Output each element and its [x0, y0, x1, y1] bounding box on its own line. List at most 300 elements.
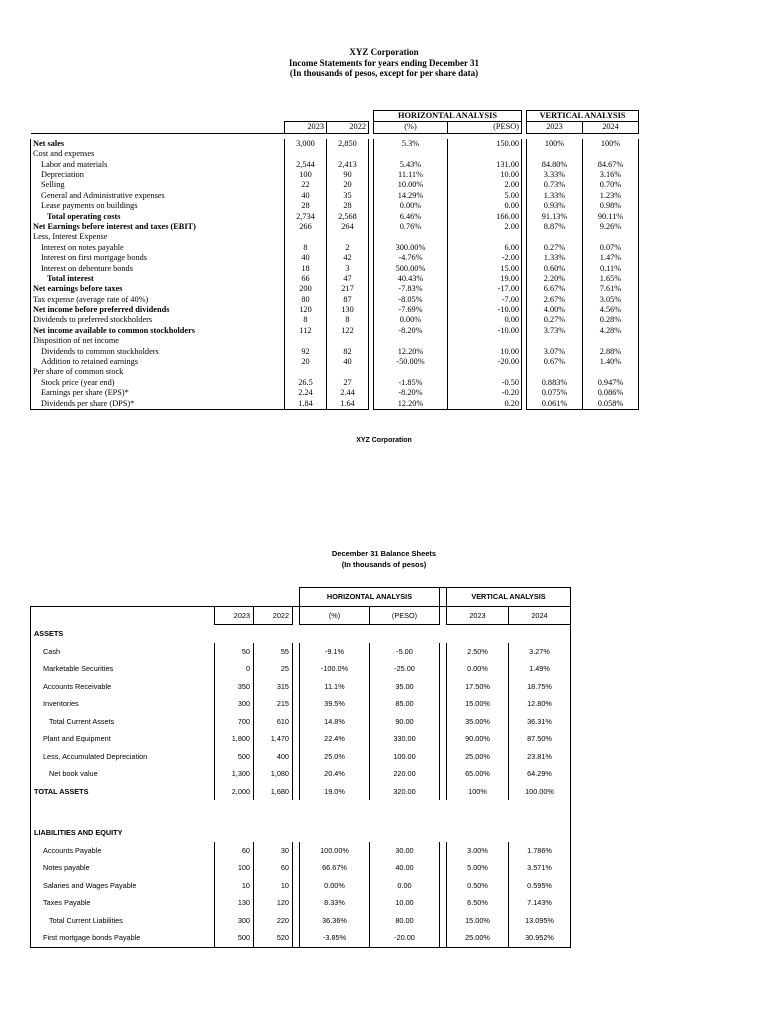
is-row-total-operating-costs — [31, 212, 639, 222]
is-value-2022 — [327, 232, 369, 242]
bs-horizontal-pct — [300, 625, 370, 643]
is-row-tax-expense-average-rate-of-40 — [31, 295, 639, 305]
is-horizontal-peso — [448, 367, 522, 377]
bs-row-net-book-value — [31, 765, 571, 783]
bs-value-2022: 220 — [254, 912, 293, 930]
is-horizontal-peso: 10.00 — [448, 170, 522, 180]
bs-row-blank-10 — [31, 800, 571, 824]
is-row-label: Labor and materials — [31, 160, 285, 170]
is-vertical-2024 — [583, 336, 639, 346]
is-row-dividends-per-share-dps — [31, 399, 639, 410]
is-horizontal-pct: -1.85% — [374, 378, 448, 388]
bs-horizontal-pct: 19.0% — [300, 783, 370, 801]
bs-value-2022: 520 — [254, 929, 293, 947]
bs-horizontal-peso: 85.00 — [370, 695, 440, 713]
is-horizontal-peso: 19.00 — [448, 274, 522, 284]
is-value-2022: 2,413 — [327, 160, 369, 170]
bs-vertical-2024: 1.786% — [509, 842, 571, 860]
is-horizontal-pct: -4.76% — [374, 253, 448, 263]
is-value-2023: 3,000 — [285, 139, 327, 149]
is-vertical-2023: 3.07% — [527, 347, 583, 357]
is-value-2023 — [285, 149, 327, 159]
is-vertical-2024: 0.058% — [583, 399, 639, 410]
income-statement-header — [0, 47, 768, 79]
is-vertical-2024: 4.28% — [583, 326, 639, 336]
is-horizontal-peso — [448, 336, 522, 346]
is-vertical-2023: 0.883% — [527, 378, 583, 388]
bs-vertical-2023: 0.50% — [447, 877, 509, 895]
is-value-2023: 2,734 — [285, 212, 327, 222]
is-horizontal-pct: -8.20% — [374, 326, 448, 336]
is-vertical-2024: 100% — [583, 139, 639, 149]
is-horizontal-analysis-title: HORIZONTAL ANALYSIS — [374, 111, 522, 122]
is-horizontal-peso: -0.20 — [448, 388, 522, 398]
bs-value-2023: 500 — [215, 748, 254, 766]
bs-vertical-2023: 25.00% — [447, 748, 509, 766]
is-value-2022: 20 — [327, 180, 369, 190]
bs-vertical-2024: 0.595% — [509, 877, 571, 895]
is-value-2023: 26.5 — [285, 378, 327, 388]
is-row-label: General and Administrative expenses — [31, 191, 285, 201]
is-value-2022: 87 — [327, 295, 369, 305]
bs-horizontal-peso: 220.00 — [370, 765, 440, 783]
is-value-2022: 130 — [327, 305, 369, 315]
is-value-2023: 8 — [285, 243, 327, 253]
bs-horizontal-peso: 100.00 — [370, 748, 440, 766]
bs-horizontal-pct: 36.36% — [300, 912, 370, 930]
is-row-label: Disposition of net income — [31, 336, 285, 346]
bs-value-2022: 400 — [254, 748, 293, 766]
bs-horizontal-peso: 30.00 — [370, 842, 440, 860]
bs-vertical-2023: 6.50% — [447, 894, 509, 912]
bs-row-label: Cash — [31, 643, 215, 661]
bs-vertical-2024: 87.50% — [509, 730, 571, 748]
bs-vertical-2024 — [509, 824, 571, 842]
bs-value-2023: 0 — [215, 660, 254, 678]
bs-value-2023: 60 — [215, 842, 254, 860]
bs-row-total-current-liabilities — [31, 912, 571, 930]
is-value-2022: 47 — [327, 274, 369, 284]
income-statement-title: Income Statements for years ending December 31 — [288, 57, 480, 68]
bs-value-2022: 610 — [254, 713, 293, 731]
bs-horizontal-peso: 330.00 — [370, 730, 440, 748]
bs-value-2023: 300 — [215, 912, 254, 930]
bs-horizontal-pct — [300, 824, 370, 842]
bs-col-2022: 2022 — [254, 607, 293, 625]
is-value-2023: 2.24 — [285, 388, 327, 398]
is-value-2022: 82 — [327, 347, 369, 357]
bs-horizontal-pct: 0.00% — [300, 877, 370, 895]
is-value-2023: 92 — [285, 347, 327, 357]
bs-value-2023: 100 — [215, 859, 254, 877]
is-vertical-2024: 0.70% — [583, 180, 639, 190]
bs-horizontal-pct: 22.4% — [300, 730, 370, 748]
bs-horizontal-pct: 25.0% — [300, 748, 370, 766]
bs-row-label: ASSETS — [31, 625, 215, 643]
is-row-label: Interest on notes payable — [31, 243, 285, 253]
is-value-2022: 40 — [327, 357, 369, 367]
bs-column-header-row — [31, 607, 571, 625]
is-value-2022: 122 — [327, 326, 369, 336]
is-value-2022 — [327, 336, 369, 346]
is-vertical-2024: 9.26% — [583, 222, 639, 232]
is-horizontal-peso: 15.00 — [448, 263, 522, 273]
bs-horizontal-peso: 320.00 — [370, 783, 440, 801]
is-row-label: Interest on first mortgage bonds — [31, 253, 285, 263]
is-row-label: Selling — [31, 180, 285, 190]
is-value-2023: 40 — [285, 253, 327, 263]
bs-value-2022: 55 — [254, 643, 293, 661]
is-row-dividends-to-common-stockholders — [31, 347, 639, 357]
is-vertical-2024 — [583, 149, 639, 159]
is-horizontal-peso: 0.20 — [448, 399, 522, 410]
bs-col-v2023: 2023 — [447, 607, 509, 625]
is-vertical-2023 — [527, 336, 583, 346]
balance-sheet-table — [30, 587, 571, 948]
bs-row-label: Salaries and Wages Payable — [31, 877, 215, 895]
is-vertical-2023: 91.13% — [527, 212, 583, 222]
bs-row-label: TOTAL ASSETS — [31, 783, 215, 801]
is-vertical-2023: 84.80% — [527, 160, 583, 170]
is-value-2023: 1.84 — [285, 399, 327, 410]
is-horizontal-peso: -7.00 — [448, 295, 522, 305]
bs-value-2022: 1,470 — [254, 730, 293, 748]
is-row-label: Per share of common stock — [31, 367, 285, 377]
bs-horizontal-analysis-title: HORIZONTAL ANALYSIS — [300, 588, 440, 607]
bs-vertical-2024: 100.00% — [509, 783, 571, 801]
is-value-2022: 217 — [327, 284, 369, 294]
is-row-label: Total interest — [31, 274, 285, 284]
is-horizontal-pct: 6.46% — [374, 212, 448, 222]
is-horizontal-pct — [374, 367, 448, 377]
bs-vertical-2023: 15.00% — [447, 912, 509, 930]
is-row-label: Net sales — [31, 139, 285, 149]
is-horizontal-pct: 40.43% — [374, 274, 448, 284]
company-name: XYZ Corporation — [349, 47, 419, 57]
is-horizontal-peso: -10.00 — [448, 305, 522, 315]
is-value-2022: 35 — [327, 191, 369, 201]
bs-value-2022: 1,680 — [254, 783, 293, 801]
is-value-2023: 18 — [285, 263, 327, 273]
bs-horizontal-pct: 100.00% — [300, 842, 370, 860]
is-value-2023: 80 — [285, 295, 327, 305]
bs-row-total-current-assets — [31, 713, 571, 731]
is-horizontal-peso: 0.00 — [448, 315, 522, 325]
is-value-2023 — [285, 336, 327, 346]
is-vertical-2023: 0.075% — [527, 388, 583, 398]
bs-vertical-2024 — [509, 800, 571, 824]
is-row-per-share-of-common-stock — [31, 367, 639, 377]
bs-value-2023: 1,300 — [215, 765, 254, 783]
is-vertical-2023: 2.20% — [527, 274, 583, 284]
is-horizontal-peso: 10.00 — [448, 347, 522, 357]
income-statement-footer: XYZ Corporation — [356, 437, 412, 444]
is-vertical-2023: 2.67% — [527, 295, 583, 305]
is-row-net-earnings-before-interest-and-taxes-ebit — [31, 222, 639, 232]
is-value-2023: 66 — [285, 274, 327, 284]
balance-sheet-title: December 31 Balance Sheets — [331, 549, 437, 558]
bs-vertical-2024: 23.81% — [509, 748, 571, 766]
bs-row-label: Accounts Receivable — [31, 678, 215, 696]
is-vertical-analysis-title: VERTICAL ANALYSIS — [527, 111, 639, 122]
is-horizontal-pct: 10.00% — [374, 180, 448, 190]
is-horizontal-pct: 5.3% — [374, 139, 448, 149]
is-horizontal-pct: 0.00% — [374, 315, 448, 325]
bs-horizontal-peso: 10.00 — [370, 894, 440, 912]
is-vertical-2024 — [583, 232, 639, 242]
is-column-header-row — [31, 122, 639, 133]
bs-horizontal-peso: 35.00 — [370, 678, 440, 696]
is-horizontal-peso — [448, 149, 522, 159]
bs-horizontal-pct: 14.8% — [300, 713, 370, 731]
is-horizontal-peso: -0.50 — [448, 378, 522, 388]
is-vertical-2024 — [583, 367, 639, 377]
is-horizontal-peso: 5.00 — [448, 191, 522, 201]
is-row-lease-payments-on-buildings — [31, 201, 639, 211]
is-row-label: Net earnings before taxes — [31, 284, 285, 294]
is-horizontal-peso: -17.00 — [448, 284, 522, 294]
bs-horizontal-pct: 20.4% — [300, 765, 370, 783]
bs-value-2022: 120 — [254, 894, 293, 912]
is-value-2023: 112 — [285, 326, 327, 336]
is-vertical-2024: 2.88% — [583, 347, 639, 357]
is-row-label: Lease payments on buildings — [31, 201, 285, 211]
is-vertical-2024: 90.11% — [583, 212, 639, 222]
bs-vertical-2023 — [447, 800, 509, 824]
bs-row-accounts-receivable — [31, 678, 571, 696]
bs-row-label: Inventories — [31, 695, 215, 713]
is-value-2022: 28 — [327, 201, 369, 211]
bs-value-2023: 10 — [215, 877, 254, 895]
is-value-2023: 2,544 — [285, 160, 327, 170]
bs-value-2023: 700 — [215, 713, 254, 731]
bs-row-label: Total Current Liabilities — [31, 912, 215, 930]
is-horizontal-pct: 300.00% — [374, 243, 448, 253]
is-horizontal-peso: 6.00 — [448, 243, 522, 253]
is-row-label: Cost and expenses — [31, 149, 285, 159]
is-row-selling — [31, 180, 639, 190]
is-value-2022: 1.64 — [327, 399, 369, 410]
is-vertical-2023: 8.87% — [527, 222, 583, 232]
bs-row-first-mortgage-bonds-payable — [31, 929, 571, 947]
bs-value-2023: 130 — [215, 894, 254, 912]
bs-vertical-2023: 5.00% — [447, 859, 509, 877]
bs-horizontal-pct: -100.0% — [300, 660, 370, 678]
balance-sheet-subtitle: (In thousands of pesos) — [341, 560, 427, 569]
is-horizontal-pct: -7.83% — [374, 284, 448, 294]
is-col-2023: 2023 — [285, 122, 327, 133]
bs-vertical-2024 — [509, 625, 571, 643]
bs-vertical-2023: 2.50% — [447, 643, 509, 661]
bs-row-assets — [31, 625, 571, 643]
is-row-cost-and-expenses — [31, 149, 639, 159]
is-horizontal-pct: 14.29% — [374, 191, 448, 201]
is-vertical-2023 — [527, 367, 583, 377]
is-vertical-2024: 3.16% — [583, 170, 639, 180]
is-value-2022: 27 — [327, 378, 369, 388]
is-horizontal-peso: -10.00 — [448, 326, 522, 336]
income-statement-table — [30, 110, 639, 410]
is-horizontal-pct: 11.11% — [374, 170, 448, 180]
bs-row-label: Less, Accumulated Depreciation — [31, 748, 215, 766]
is-horizontal-pct: -7.69% — [374, 305, 448, 315]
bs-row-label: LIABILITIES AND EQUITY — [31, 824, 215, 842]
is-col-v2024: 2024 — [583, 122, 639, 133]
bs-value-2023: 350 — [215, 678, 254, 696]
bs-horizontal-pct: -9.1% — [300, 643, 370, 661]
bs-vertical-2023: 3.00% — [447, 842, 509, 860]
is-value-2023: 40 — [285, 191, 327, 201]
bs-value-2022 — [254, 800, 293, 824]
is-vertical-2023: 1.33% — [527, 253, 583, 263]
bs-value-2022: 215 — [254, 695, 293, 713]
bs-row-notes-payable — [31, 859, 571, 877]
is-horizontal-peso: 131.00 — [448, 160, 522, 170]
is-vertical-2024: 0.28% — [583, 315, 639, 325]
bs-row-inventories — [31, 695, 571, 713]
bs-horizontal-peso — [370, 625, 440, 643]
is-value-2023: 120 — [285, 305, 327, 315]
is-horizontal-peso: 0.00 — [448, 201, 522, 211]
bs-vertical-2024: 30.952% — [509, 929, 571, 947]
is-vertical-2023: 6.67% — [527, 284, 583, 294]
bs-horizontal-pct: 8.33% — [300, 894, 370, 912]
is-value-2022: 2.44 — [327, 388, 369, 398]
is-row-label: Net income before preferred dividends — [31, 305, 285, 315]
bs-horizontal-peso: -25.00 — [370, 660, 440, 678]
is-value-2022: 90 — [327, 170, 369, 180]
bs-col-pct: (%) — [300, 607, 370, 625]
is-value-2022: 2,568 — [327, 212, 369, 222]
bs-horizontal-peso: 80.00 — [370, 912, 440, 930]
is-row-depreciation — [31, 170, 639, 180]
bs-value-2023: 2,000 — [215, 783, 254, 801]
is-vertical-2023: 3.33% — [527, 170, 583, 180]
is-value-2023: 8 — [285, 315, 327, 325]
bs-row-label: Notes payable — [31, 859, 215, 877]
bs-value-2022 — [254, 824, 293, 842]
is-horizontal-pct: 0.00% — [374, 201, 448, 211]
is-vertical-2024: 7.61% — [583, 284, 639, 294]
bs-horizontal-peso — [370, 800, 440, 824]
is-row-label: Earnings per share (EPS)* — [31, 388, 285, 398]
bs-value-2022: 25 — [254, 660, 293, 678]
is-row-label: Tax expense (average rate of 40%) — [31, 295, 285, 305]
is-value-2023: 100 — [285, 170, 327, 180]
is-value-2022: 2 — [327, 243, 369, 253]
is-row-label: Dividends per share (DPS)* — [31, 399, 285, 410]
bs-col-peso: (PESO) — [370, 607, 440, 625]
is-row-label: Less, Interest Expense — [31, 232, 285, 242]
bs-value-2022 — [254, 625, 293, 643]
is-row-dividends-to-preferred-stockholders — [31, 315, 639, 325]
bs-row-cash — [31, 643, 571, 661]
is-vertical-2023 — [527, 232, 583, 242]
is-horizontal-peso: 150.00 — [448, 139, 522, 149]
is-value-2022: 264 — [327, 222, 369, 232]
bs-horizontal-pct — [300, 800, 370, 824]
bs-row-label: Marketable Securities — [31, 660, 215, 678]
bs-horizontal-pct: 66.67% — [300, 859, 370, 877]
is-vertical-2023: 0.27% — [527, 315, 583, 325]
is-row-label: Net Earnings before interest and taxes (EBIT) — [31, 222, 285, 232]
bs-col-v2024: 2024 — [509, 607, 571, 625]
bs-vertical-2023: 17.50% — [447, 678, 509, 696]
bs-row-label: Net book value — [31, 765, 215, 783]
is-row-total-interest — [31, 274, 639, 284]
is-vertical-2023: 100% — [527, 139, 583, 149]
is-row-label: Stock price (year end) — [31, 378, 285, 388]
is-vertical-2023: 0.27% — [527, 243, 583, 253]
is-vertical-2024: 0.947% — [583, 378, 639, 388]
bs-value-2023 — [215, 800, 254, 824]
is-horizontal-pct: 12.20% — [374, 399, 448, 410]
is-row-general-and-administrative-expenses — [31, 191, 639, 201]
is-vertical-2023: 0.60% — [527, 263, 583, 273]
is-vertical-2023: 3.73% — [527, 326, 583, 336]
is-vertical-2023: 0.67% — [527, 357, 583, 367]
bs-value-2022: 10 — [254, 877, 293, 895]
is-row-label: Interest on debenture bonds — [31, 263, 285, 273]
is-value-2023 — [285, 367, 327, 377]
bs-vertical-2023 — [447, 824, 509, 842]
is-row-net-sales — [31, 139, 639, 149]
balance-sheet-header — [0, 548, 768, 570]
is-horizontal-pct — [374, 336, 448, 346]
bs-vertical-2023: 65.00% — [447, 765, 509, 783]
is-vertical-2024: 0.086% — [583, 388, 639, 398]
bs-row-label: First mortgage bonds Payable — [31, 929, 215, 947]
is-row-interest-on-notes-payable — [31, 243, 639, 253]
bs-vertical-2024: 1.49% — [509, 660, 571, 678]
is-col-v2023: 2023 — [527, 122, 583, 133]
is-group-header-row — [31, 111, 639, 122]
is-row-disposition-of-net-income — [31, 336, 639, 346]
is-horizontal-peso — [448, 232, 522, 242]
is-row-label: Depreciation — [31, 170, 285, 180]
is-horizontal-pct — [374, 149, 448, 159]
bs-vertical-analysis-title: VERTICAL ANALYSIS — [447, 588, 571, 607]
bs-horizontal-peso: 90.00 — [370, 713, 440, 731]
is-vertical-2024: 3.05% — [583, 295, 639, 305]
bs-row-total-assets — [31, 783, 571, 801]
is-vertical-2024: 0.98% — [583, 201, 639, 211]
bs-horizontal-peso — [370, 824, 440, 842]
bs-row-taxes-payable — [31, 894, 571, 912]
is-vertical-2024: 84.67% — [583, 160, 639, 170]
bs-value-2023 — [215, 625, 254, 643]
is-vertical-2024: 0.11% — [583, 263, 639, 273]
is-horizontal-peso: -2.00 — [448, 253, 522, 263]
bs-value-2022: 60 — [254, 859, 293, 877]
bs-value-2023: 50 — [215, 643, 254, 661]
bs-horizontal-pct: -3.85% — [300, 929, 370, 947]
bs-vertical-2024: 3.571% — [509, 859, 571, 877]
bs-col-2023: 2023 — [215, 607, 254, 625]
bs-vertical-2023: 25.00% — [447, 929, 509, 947]
is-value-2023: 20 — [285, 357, 327, 367]
bs-value-2022: 1,080 — [254, 765, 293, 783]
is-vertical-2023: 0.73% — [527, 180, 583, 190]
bs-horizontal-peso: 0.00 — [370, 877, 440, 895]
is-row-net-income-before-preferred-dividends — [31, 305, 639, 315]
bs-vertical-2024: 7.143% — [509, 894, 571, 912]
bs-row-accounts-payable — [31, 842, 571, 860]
bs-row-marketable-securities — [31, 660, 571, 678]
is-value-2023: 28 — [285, 201, 327, 211]
is-col-peso: (PESO) — [448, 122, 522, 133]
is-vertical-2023: 1.33% — [527, 191, 583, 201]
